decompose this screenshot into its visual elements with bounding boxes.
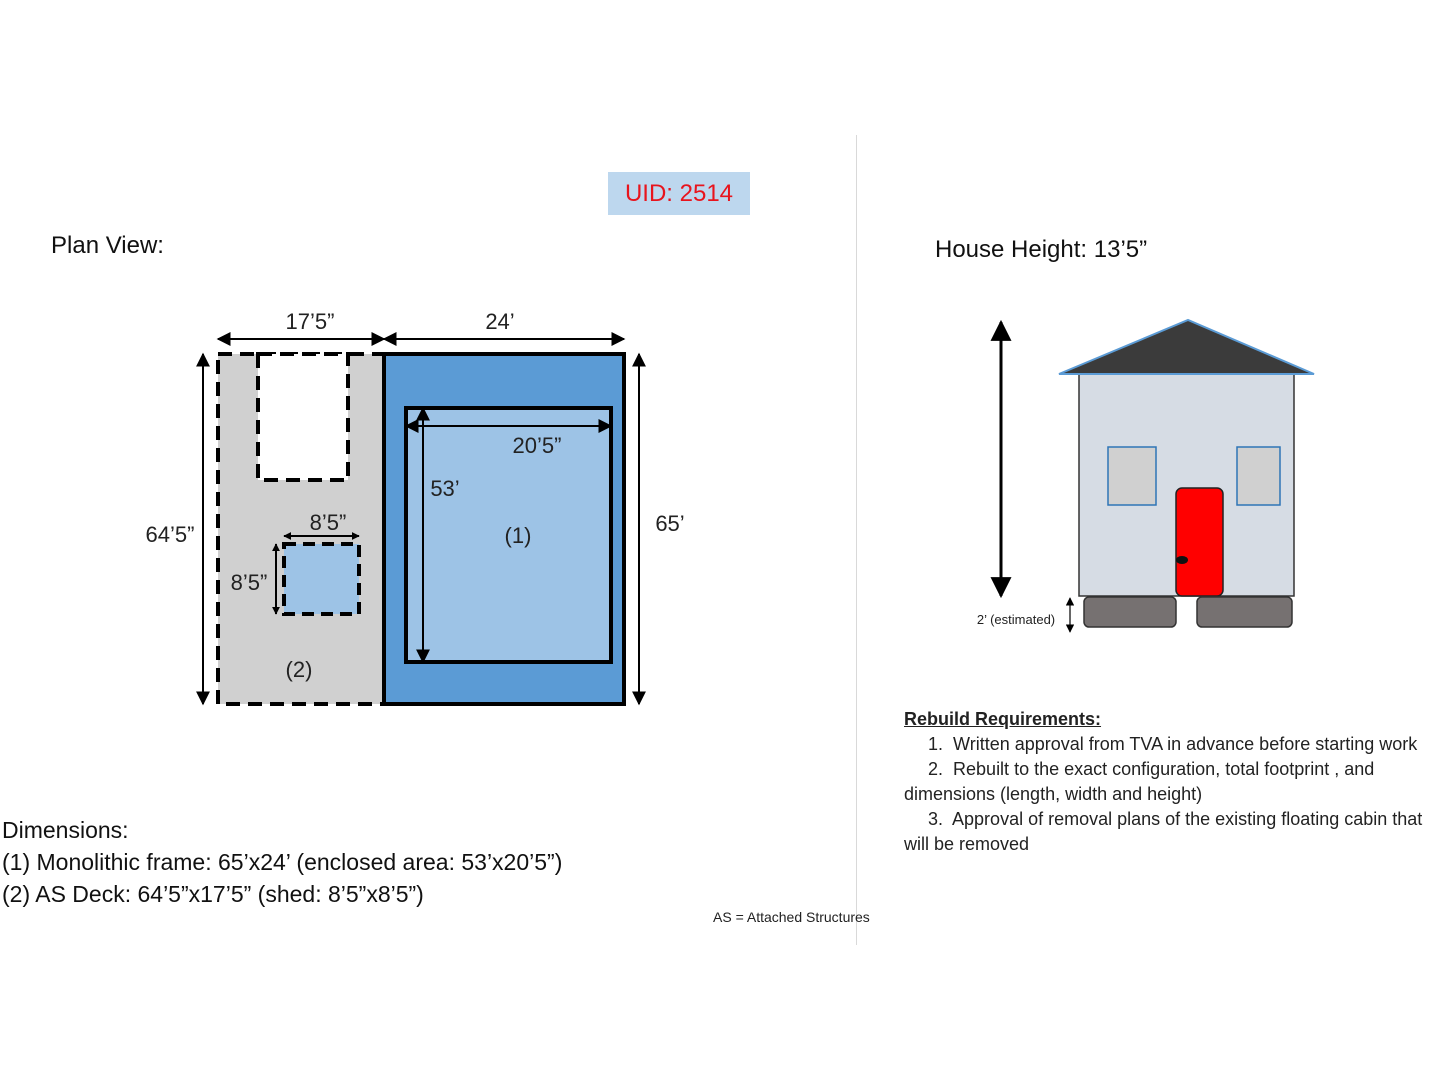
frame-label: (1) <box>504 523 532 548</box>
house-elevation <box>977 320 1314 632</box>
requirement-text: Approval of removal plans of the existing floating cabin that will be removed <box>904 809 1423 854</box>
requirement-item <box>904 807 1424 857</box>
dim-label-top-left: 17’5” <box>285 309 335 334</box>
rebuild-requirements <box>904 707 1424 857</box>
dimensions-line-2: (2) AS Deck: 64’5”x17’5” (shed: 8’5”x8’5”) <box>2 881 424 907</box>
dim-label-inner-height: 53’ <box>430 476 460 501</box>
dim-label-right: 65’ <box>655 511 685 536</box>
door-knob <box>1176 556 1188 564</box>
window-left <box>1108 447 1156 505</box>
dimensions-line-1: (1) Monolithic frame: 65’x24’ (enclosed area: 53’x20’5”) <box>2 849 563 875</box>
dimensions-block <box>2 814 562 910</box>
requirement-text: Written approval from TVA in advance before starting work <box>953 734 1418 754</box>
foundation-left <box>1084 597 1176 627</box>
dim-label-shed-height: 8’5” <box>230 570 268 595</box>
dimensions-title: Dimensions: <box>2 817 129 843</box>
shed-area <box>284 544 359 614</box>
attached-structures-note: AS = Attached Structures <box>713 909 870 925</box>
house-height-title: House Height: 13’5” <box>935 236 1148 263</box>
deck-label: (2) <box>285 657 313 682</box>
uid-badge: UID: 2514 <box>608 172 750 215</box>
window-right <box>1237 447 1280 505</box>
dim-label-shed-width: 8’5” <box>309 510 347 535</box>
requirements-title: Rebuild Requirements: <box>904 709 1102 729</box>
plan-view <box>146 309 685 704</box>
dim-label-left: 64’5” <box>145 522 195 547</box>
requirement-text: Rebuilt to the exact configuration, total footprint , and dimensions (length, width and height) <box>904 759 1375 804</box>
dim-label-inner-width: 20’5” <box>512 433 562 458</box>
foundation-right <box>1197 597 1292 627</box>
requirement-number: 2. <box>928 759 944 779</box>
house-roof <box>1059 320 1314 374</box>
foundation-height-label: 2’ (estimated) <box>976 612 1056 627</box>
requirement-number: 3. <box>928 809 944 829</box>
door <box>1176 488 1223 596</box>
requirement-item <box>904 732 1424 757</box>
deck-cutout <box>258 354 348 480</box>
requirement-number: 1. <box>928 734 944 754</box>
dim-label-top-right: 24’ <box>485 309 515 334</box>
plan-view-title: Plan View: <box>51 232 164 259</box>
requirement-item <box>904 757 1424 807</box>
